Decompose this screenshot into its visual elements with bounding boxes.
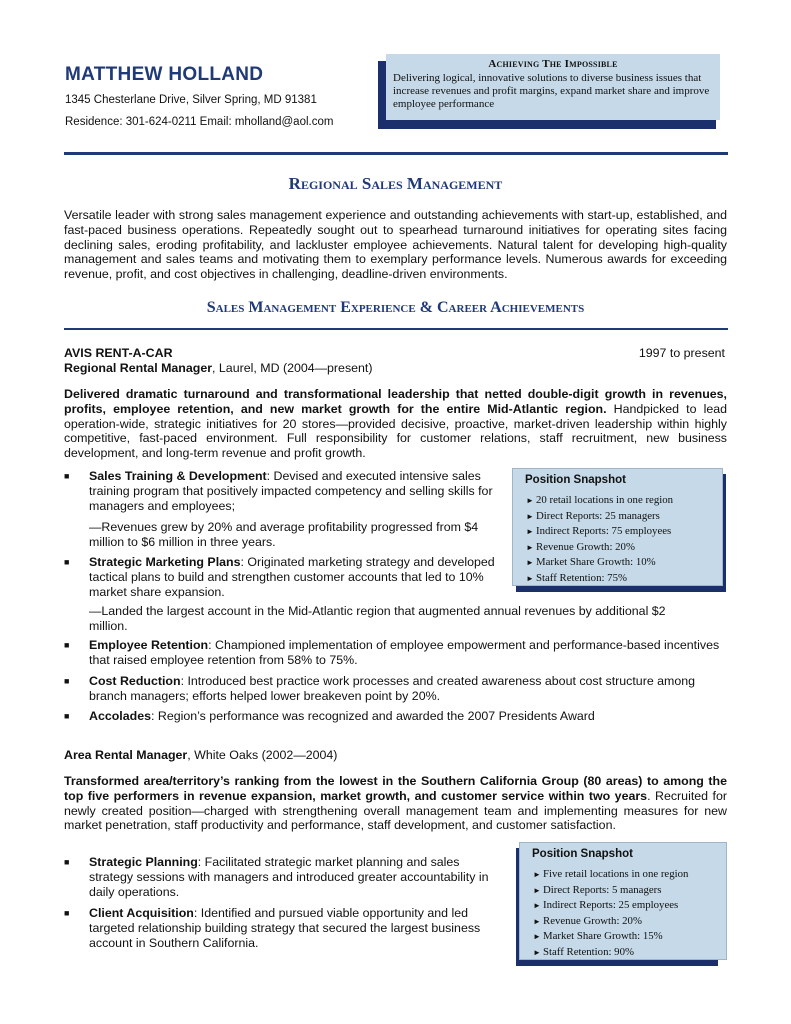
list-item xyxy=(533,883,688,899)
list-item xyxy=(533,898,688,914)
snapshot-item: Direct Reports: 5 managers xyxy=(543,883,662,896)
divider xyxy=(64,152,728,155)
list-item xyxy=(533,914,688,930)
job-title-2 xyxy=(64,748,337,762)
job-title: Regional Rental Manager xyxy=(64,361,213,375)
snapshot-item: Market Share Growth: 10% xyxy=(536,556,656,569)
square-bullet-icon: ■ xyxy=(64,676,70,686)
achievement-detail: —Landed the largest account in the Mid-Atlantic region that augmented annual revenues by additional $2 million. xyxy=(89,604,666,633)
list-item xyxy=(526,540,673,556)
job2-intro-rest: . Recruited for newly created position—charged with strengthening overall management team and implementing measures for new market penetration, staff productivity and performance, staff development, and customer satisfaction. xyxy=(64,788,727,833)
arrow-right-icon: ► xyxy=(526,542,534,552)
job2-intro xyxy=(64,774,727,833)
bullet-text: : Region’s performance was recognized and awarded the 2007 Presidents Award xyxy=(150,709,595,723)
contact-info: Residence: 301-624-0211 Email: mholland@aol.com xyxy=(65,116,334,128)
summary-text: Versatile leader with strong sales management experience and outstanding achievements with start-up, established, and fast-paced business operations. Repeatedly sought out to spearhead turnaround initiatives for operating sites facing declining sales, eroding profitability, and lackluster employee achievements. Natural talent for developing high-quality management and sales teams and motivating them to exemplary performance levels. Numerous awards for exceeding revenue, profit, and cost objectives in challenging, deadline-driven environments. xyxy=(64,208,727,282)
square-bullet-icon: ■ xyxy=(64,908,70,918)
bullet-text: : Facilitated strategic market planning and sales strategy sessions with managers and introduced greater accountability in daily operations. xyxy=(89,855,489,899)
bullet-text: : Originated marketing strategy and developed tactical plans to build and strengthen customer accounts that led to 10% market share expansion. xyxy=(89,555,495,599)
position-snapshot-1 xyxy=(512,468,723,586)
list-item xyxy=(526,493,673,509)
company-name: AVIS RENT-A-CAR xyxy=(64,346,173,360)
bullet-label: Employee Retention xyxy=(89,638,209,652)
arrow-right-icon: ► xyxy=(533,916,541,926)
arrow-right-icon: ► xyxy=(526,496,534,505)
snapshot-title: Position Snapshot xyxy=(532,848,633,860)
square-bullet-icon: ■ xyxy=(64,711,70,721)
snapshot-item: Revenue Growth: 20% xyxy=(536,540,635,553)
snapshot-item: Indirect Reports: 25 employees xyxy=(543,899,679,912)
job-title: Area Rental Manager xyxy=(64,748,188,762)
divider xyxy=(64,328,728,330)
callout-text: Delivering logical, innovative solutions to diverse business issues that increase revenues and profit margins, expand market share and improve employee performance xyxy=(393,72,710,110)
snapshot-title: Position Snapshot xyxy=(525,474,626,486)
arrow-right-icon: ► xyxy=(526,573,534,583)
arrow-right-icon: ► xyxy=(526,511,534,521)
list-item xyxy=(533,867,688,883)
bullet-text: : Championed implementation of employee empowerment and performance-based incentives that raised employee retention from 58% to 75%. xyxy=(89,638,720,667)
bullet-label: Sales Training & Development xyxy=(89,469,267,483)
snapshot-item: Direct Reports: 25 managers xyxy=(536,509,660,522)
experience-heading: Sales Management Experience & Career Achievements xyxy=(206,299,585,316)
job-location: , White Oaks (2002—2004) xyxy=(187,748,338,762)
job1-intro-bold: Delivered dramatic turnaround and transformational leadership that netted double-digit growth in revenues, profits, employee retention, and new market growth for the entire Mid-Atlantic region. xyxy=(64,387,727,416)
arrow-right-icon: ► xyxy=(533,947,541,957)
square-bullet-icon: ■ xyxy=(64,471,70,481)
list-item xyxy=(526,555,673,571)
list-item xyxy=(533,945,688,961)
job2-intro-bold: Transformed area/territory’s ranking from the lowest in the Southern California Group (80 areas) to among the top five performers in revenue expansion, market growth, and customer service within two years xyxy=(64,774,727,803)
arrow-right-icon: ► xyxy=(533,870,541,879)
job1-intro-rest: Handpicked to lead operation-wide, strategic initiatives for 20 stores—provided decisive, proactive, market-driven leadership within highly competitive, fast-paced environment. Full responsibility for customer relations, staff recruitment, new business development, and long-term revenue and profit growth. xyxy=(64,401,727,461)
list-item xyxy=(526,571,673,587)
job1-intro xyxy=(64,387,727,461)
bullet-label: Strategic Planning xyxy=(89,855,198,869)
job-location: , Laurel, MD (2004—present) xyxy=(212,361,373,375)
achievement-detail: —Revenues grew by 20% and average profitability progressed from $4 million to $6 million in three years. xyxy=(89,520,479,549)
tagline-callout xyxy=(386,54,720,120)
company-dates: 1997 to present xyxy=(638,346,725,360)
arrow-right-icon: ► xyxy=(533,932,541,942)
snapshot-item: Market Share Growth: 15% xyxy=(543,930,663,943)
snapshot-item: Staff Retention: 90% xyxy=(543,945,634,958)
snapshot-list xyxy=(533,867,688,961)
arrow-right-icon: ► xyxy=(526,527,534,537)
square-bullet-icon: ■ xyxy=(64,640,70,650)
list-item xyxy=(526,509,673,525)
address: 1345 Chesterlane Drive, Silver Spring, MD 91381 xyxy=(65,94,317,106)
snapshot-item: Staff Retention: 75% xyxy=(536,571,627,584)
list-item xyxy=(533,929,688,945)
bullet-label: Cost Reduction xyxy=(89,674,181,688)
list-item xyxy=(526,524,673,540)
summary-heading: Regional Sales Management xyxy=(288,174,503,193)
arrow-right-icon: ► xyxy=(533,901,541,911)
square-bullet-icon: ■ xyxy=(64,857,70,867)
arrow-right-icon: ► xyxy=(526,558,534,568)
callout-title: Achieving The Impossible xyxy=(488,58,618,70)
snapshot-item: Five retail locations in one region xyxy=(543,868,689,880)
snapshot-item: Indirect Reports: 75 employees xyxy=(536,525,672,538)
arrow-right-icon: ► xyxy=(533,885,541,895)
bullet-label: Accolades xyxy=(89,709,151,723)
candidate-name: MATTHEW HOLLAND xyxy=(65,64,264,85)
position-snapshot-2 xyxy=(519,842,727,960)
bullet-label: Client Acquisition xyxy=(89,906,194,920)
square-bullet-icon: ■ xyxy=(64,557,70,567)
bullet-text: : Identified and pursued viable opportunity and led targeted relationship building strategy that secured the largest business account in Southern California. xyxy=(89,906,481,950)
snapshot-item: Revenue Growth: 20% xyxy=(543,914,642,927)
bullet-text: : Introduced best practice work processes and created awareness about cost structure among branch managers; efforts helped lower breakeven point by 20%. xyxy=(89,674,696,703)
snapshot-list xyxy=(526,493,673,587)
job-title-1 xyxy=(64,361,373,375)
bullet-label: Strategic Marketing Plans xyxy=(89,555,241,569)
bullet-text: : Devised and executed intensive sales training program that positively impacted competency and selling skills for managers and employees; xyxy=(89,469,493,513)
snapshot-item: 20 retail locations in one region xyxy=(536,494,674,506)
